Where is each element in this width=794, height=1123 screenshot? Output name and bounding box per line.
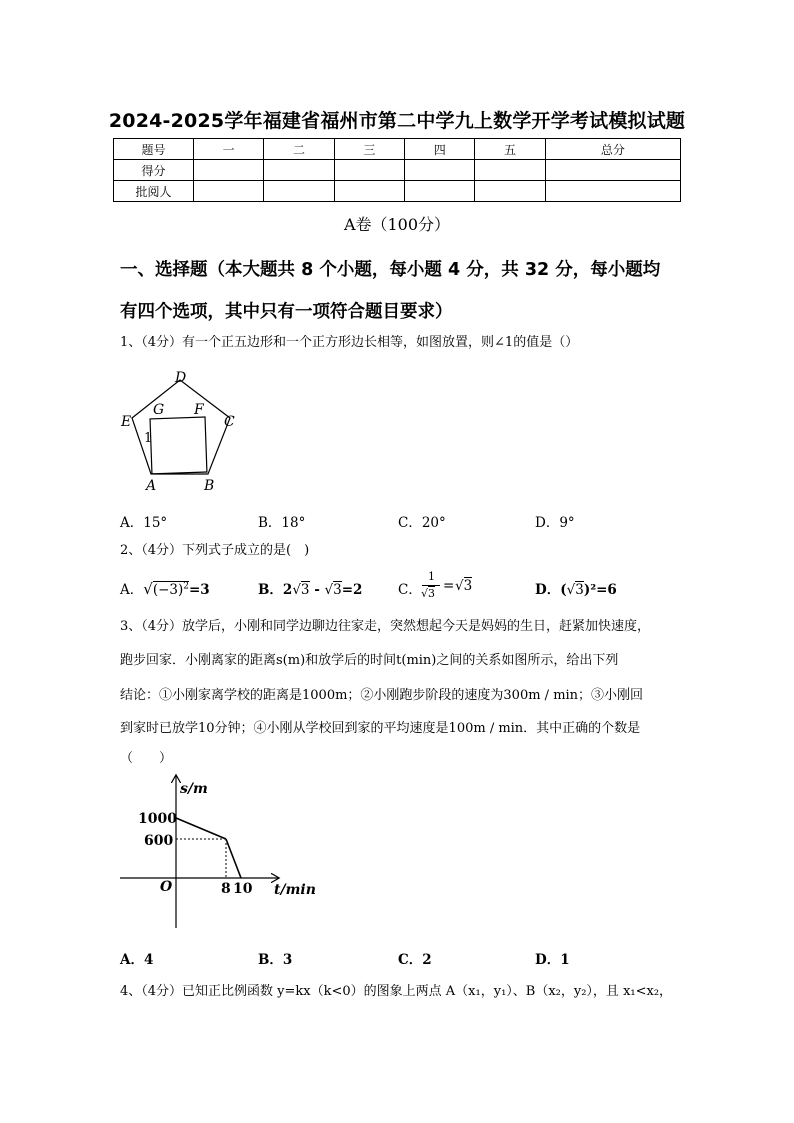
question-3-line1: 3、（4分）放学后，小刚和同学边聊边往家走，突然想起今天是妈妈的生日，赶紧加快速度，: [120, 619, 651, 634]
table-row: [114, 139, 681, 160]
table-cell: 总分: [545, 139, 680, 160]
running-segment: [226, 839, 241, 878]
question-3-line2: 跑步回家．小刚离家的距离s(m)和放学后的时间t(min)之间的关系如图所示，给出下列: [120, 653, 619, 668]
volume-heading: A卷（100分）: [343, 215, 451, 234]
label-angle-1: 1: [144, 431, 153, 446]
table-cell: 三: [334, 139, 404, 160]
q2-option-d[interactable]: D．(√3)²=6: [535, 582, 617, 598]
label-D: D: [175, 370, 187, 386]
x-tick-10: 10: [233, 881, 253, 897]
question-3-line4: 到家时已放学10分钟；④小刚从学校回到家的平均速度是100m / min．其中正确的个数是: [120, 721, 641, 736]
table-cell: 四: [405, 139, 475, 160]
q1-option-c[interactable]: C．20°: [398, 515, 446, 531]
question-3-line5: （ ）: [120, 751, 173, 766]
label-E: E: [121, 414, 132, 430]
table-cell: 得分: [114, 160, 194, 181]
table-cell: 二: [264, 139, 334, 160]
score-table: [113, 138, 681, 202]
q2-option-b[interactable]: B．2√3 - √3=2: [258, 582, 363, 598]
q2-option-a[interactable]: A．$√(-3)^2=3$: [120, 580, 210, 598]
walking-segment: [176, 818, 226, 839]
question-3-line3: 结论：①小刚家离学校的距离是1000m；②小刚跑步阶段的速度为300m / min；③小刚回: [120, 688, 644, 703]
label-G: G: [153, 402, 165, 418]
section-heading-line2: 有四个选项，其中只有一项符合题目要求）: [120, 302, 453, 322]
table-cell: 题号: [114, 139, 194, 160]
pentagon-square-figure: [118, 368, 248, 494]
x-axis-label: t/min: [274, 882, 316, 898]
table-cell: 一: [194, 139, 264, 160]
label-F: F: [194, 402, 204, 418]
question-2-stem: 2、（4分）下列式子成立的是( ): [120, 543, 310, 558]
distance-time-graph: [118, 772, 328, 932]
q3-option-a[interactable]: A．4: [120, 952, 154, 968]
x-tick-8: 8: [221, 881, 231, 897]
table-row: [114, 160, 681, 181]
origin-label: O: [160, 879, 173, 895]
y-axis-label: s/m: [180, 781, 208, 797]
table-cell: 批阅人: [114, 181, 194, 202]
q3-option-c[interactable]: C．2: [398, 952, 432, 968]
y-tick-1000: 1000: [138, 811, 177, 827]
q3-option-b[interactable]: B．3: [258, 952, 293, 968]
q1-option-a[interactable]: A．15°: [120, 515, 168, 531]
page-title: 2024-2025学年福建省福州市第二中学九上数学开学考试模拟试题: [108, 110, 686, 132]
y-tick-600: 600: [144, 833, 174, 849]
label-A: A: [146, 478, 157, 494]
q1-option-b[interactable]: B．18°: [258, 515, 306, 531]
section-heading-line1: 一、选择题（本大题共 8 个小题，每小题 4 分，共 32 分，每小题均: [120, 260, 661, 280]
label-C: C: [224, 414, 235, 430]
table-cell: 五: [475, 139, 545, 160]
q1-option-d[interactable]: D．9°: [535, 515, 575, 531]
label-B: B: [204, 478, 215, 494]
q3-option-d[interactable]: D．1: [535, 952, 570, 968]
question-1-stem: 1、（4分）有一个正五边形和一个正方形边长相等，如图放置，则∠1的值是（）: [120, 335, 579, 350]
question-4-stem: 4、（4分）已知正比例函数 y=kx（k<0）的图象上两点 A（x₁，y₁）、B（x₂，y₂），且 x₁<x₂，: [120, 984, 673, 999]
table-row: [114, 181, 681, 202]
